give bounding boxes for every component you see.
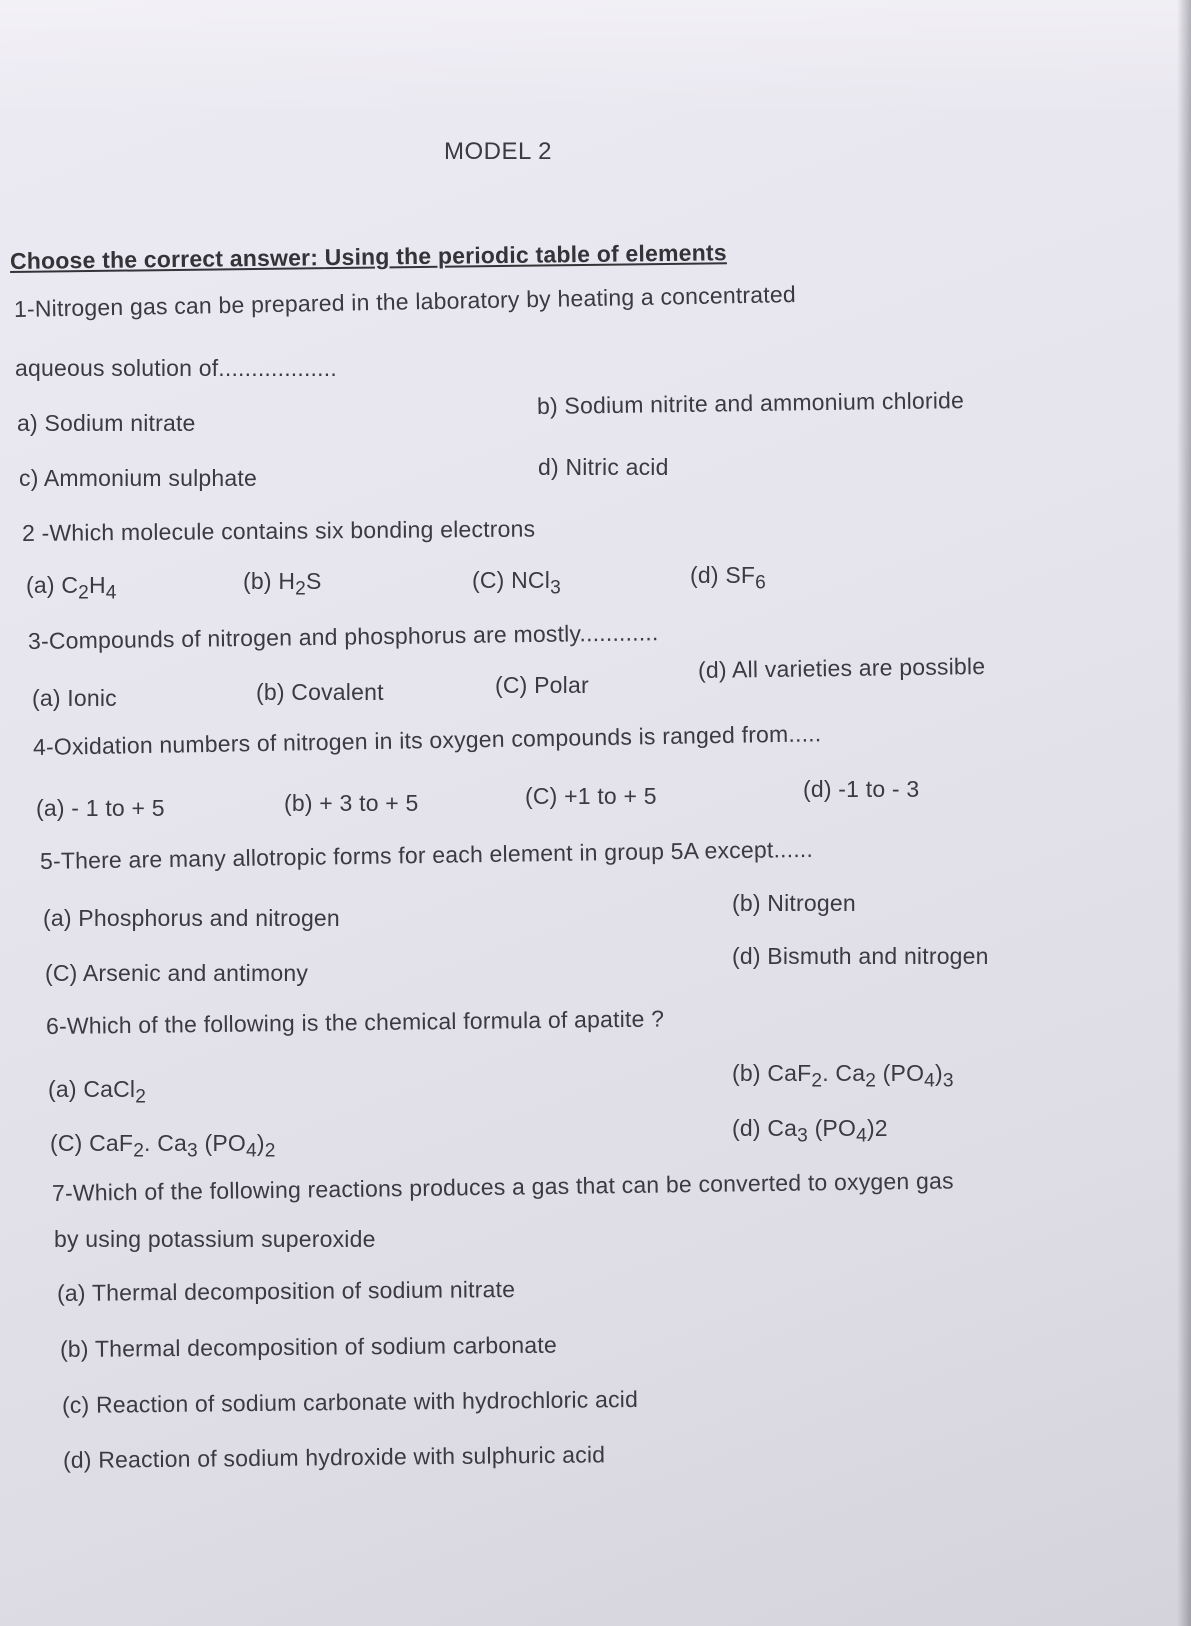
q3-option-a: (a) Ionic xyxy=(32,685,117,711)
formula-part: C xyxy=(61,572,79,598)
paper-highlight xyxy=(0,0,1191,120)
q2-option-a xyxy=(26,572,117,605)
formula-part: (PO xyxy=(807,1115,857,1141)
q3-option-b: (b) Covalent xyxy=(256,679,384,705)
option-label: (d) xyxy=(690,562,726,588)
q6-option-b xyxy=(732,1060,954,1093)
option-label: (a) xyxy=(26,572,62,598)
formula-part: ) xyxy=(935,1060,943,1086)
q1-option-a: a) Sodium nitrate xyxy=(17,410,196,436)
formula-part: CaF xyxy=(89,1130,134,1156)
q5-option-d: (d) Bismuth and nitrogen xyxy=(732,943,989,969)
formula-part: . Ca xyxy=(144,1130,188,1156)
question-2-text: 2 -Which molecule contains six bonding electrons xyxy=(21,515,536,546)
formula-part: (PO xyxy=(197,1130,246,1156)
question-5-text: 5-There are many allotropic forms for each element in group 5A except...... xyxy=(39,835,814,874)
instruction-main: Using the periodic table of elements xyxy=(324,239,727,271)
subscript: 6 xyxy=(755,572,766,594)
q5-option-a: (a) Phosphorus and nitrogen xyxy=(43,905,340,931)
formula-part: CaCl xyxy=(83,1076,136,1102)
question-4-text: 4-Oxidation numbers of nitrogen in its oxygen compounds is ranged from..... xyxy=(32,720,822,760)
formula-part: . Ca xyxy=(822,1060,866,1086)
option-label: (a) xyxy=(48,1076,84,1102)
subscript: 4 xyxy=(856,1125,867,1147)
q6-option-c xyxy=(50,1130,276,1163)
q1-option-d: d) Nitric acid xyxy=(538,454,669,480)
subscript: 2 xyxy=(264,1140,276,1162)
formula-part: CaF xyxy=(767,1060,812,1086)
subscript: 4 xyxy=(105,582,117,604)
question-7-line-1: 7-Which of the following reactions produces a gas that can be converted to oxygen gas xyxy=(51,1167,954,1206)
question-3-text: 3-Compounds of nitrogen and phosphorus are mostly............ xyxy=(27,619,659,654)
q7-option-b: (b) Thermal decomposition of sodium carbonate xyxy=(59,1331,558,1362)
subscript: 3 xyxy=(550,577,561,599)
q4-option-b: (b) + 3 to + 5 xyxy=(284,790,419,816)
q4-option-d: (d) -1 to - 3 xyxy=(803,776,920,802)
instruction-prefix: Choose the correct answer: xyxy=(9,244,325,274)
subscript: 3 xyxy=(942,1070,954,1092)
instruction-heading xyxy=(10,239,727,275)
subscript: 2 xyxy=(811,1070,823,1092)
formula-part: )2 xyxy=(866,1115,888,1141)
q7-option-a: (a) Thermal decomposition of sodium nitrate xyxy=(56,1276,516,1306)
option-label: (C) xyxy=(472,567,512,593)
q4-option-a: (a) - 1 to + 5 xyxy=(36,795,165,821)
formula-part: S xyxy=(305,568,322,594)
q7-option-d: (d) Reaction of sodium hydroxide with sulphuric acid xyxy=(62,1441,606,1473)
subscript: 2 xyxy=(135,1086,147,1108)
subscript: 3 xyxy=(187,1140,198,1162)
subscript: 4 xyxy=(245,1140,257,1162)
subscript: 4 xyxy=(924,1070,936,1092)
formula-part: (PO xyxy=(876,1060,925,1086)
q5-option-c: (C) Arsenic and antimony xyxy=(45,960,309,986)
formula-part: NCl xyxy=(511,567,551,593)
q2-option-d xyxy=(690,562,766,595)
formula-part: H xyxy=(278,568,296,594)
page-title: MODEL 2 xyxy=(444,138,552,165)
subscript: 2 xyxy=(865,1070,877,1092)
formula-part: SF xyxy=(725,562,756,588)
question-7-line-2: by using potassium superoxide xyxy=(54,1226,376,1252)
subscript: 2 xyxy=(295,578,306,600)
q2-option-b xyxy=(243,568,322,601)
q6-option-d xyxy=(732,1115,888,1148)
formula-part: H xyxy=(88,572,106,598)
q4-option-c: (C) +1 to + 5 xyxy=(525,783,657,809)
paper-edge-shadow xyxy=(1177,0,1191,1626)
q7-option-c: (c) Reaction of sodium carbonate with hydrochloric acid xyxy=(61,1385,639,1418)
q6-option-a xyxy=(48,1076,146,1109)
q3-option-c: (C) Polar xyxy=(495,672,589,698)
question-1-line-2: aqueous solution of.................. xyxy=(15,355,337,381)
subscript: 3 xyxy=(797,1125,808,1147)
q1-option-b: b) Sodium nitrite and ammonium chloride xyxy=(536,387,965,419)
formula-part: Ca xyxy=(767,1115,798,1141)
option-label: (b) xyxy=(243,568,279,594)
subscript: 2 xyxy=(133,1140,145,1162)
q2-option-c xyxy=(472,567,561,600)
question-6-text: 6-Which of the following is the chemical formula of apatite ? xyxy=(45,1005,665,1039)
formula-part: ) xyxy=(256,1130,265,1156)
option-label: (b) xyxy=(732,1060,768,1086)
option-label: (d) xyxy=(732,1115,768,1141)
q5-option-b: (b) Nitrogen xyxy=(732,890,856,916)
subscript: 2 xyxy=(78,582,89,604)
option-label: (C) xyxy=(50,1130,90,1156)
question-1-line-1: 1-Nitrogen gas can be prepared in the laboratory by heating a concentrated xyxy=(13,280,797,322)
q1-option-c: c) Ammonium sulphate xyxy=(19,465,257,491)
q3-option-d: (d) All varieties are possible xyxy=(697,652,986,683)
